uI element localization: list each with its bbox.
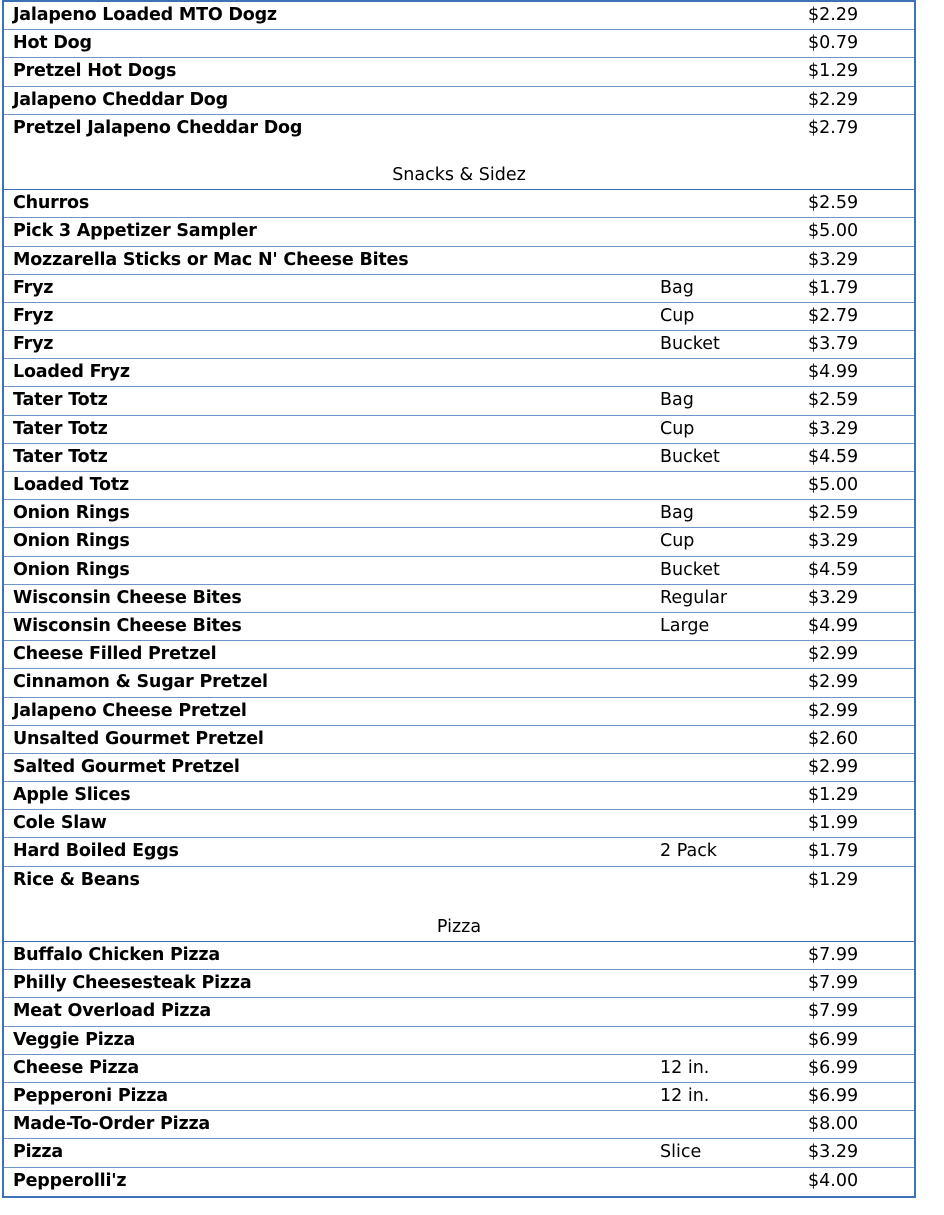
item-name: Rice & Beans (13, 869, 140, 890)
item-name: Tater Totz (13, 390, 108, 411)
item-price: $4.59 (808, 446, 859, 467)
item-price: $2.29 (808, 5, 859, 25)
item-name: Wisconsin Cheese Bites (13, 587, 242, 608)
menu-item-row (4, 669, 914, 697)
item-name: Pepperolli'z (13, 1170, 127, 1191)
item-price: $1.29 (808, 869, 859, 890)
item-name: Wisconsin Cheese Bites (13, 615, 242, 636)
menu-item-row (4, 500, 914, 528)
item-price: $5.00 (808, 221, 859, 242)
item-name: Pepperoni Pizza (13, 1085, 168, 1106)
menu-item-row (4, 87, 914, 115)
item-price: $4.59 (808, 559, 859, 580)
item-price: $1.99 (808, 813, 859, 834)
item-price: $2.99 (808, 672, 859, 693)
section-header (4, 162, 914, 190)
item-name: Loaded Totz (13, 475, 129, 495)
item-name: Made-To-Order Pizza (13, 1114, 211, 1135)
item-price: $2.79 (808, 305, 859, 326)
item-name: Cheese Pizza (13, 1057, 140, 1078)
item-name: Veggie Pizza (13, 1029, 136, 1050)
item-price: $7.99 (808, 945, 859, 965)
item-name: Churros (13, 193, 90, 214)
menu-item-row (4, 30, 914, 58)
menu-item-row (4, 1168, 914, 1196)
item-name: Onion Rings (13, 503, 130, 524)
menu-item-row (4, 613, 914, 641)
menu-item-row (4, 810, 914, 838)
item-name: Pretzel Hot Dogs (13, 61, 177, 82)
item-name: Onion Rings (13, 559, 130, 580)
item-price: $3.29 (808, 587, 859, 608)
item-size: Bucket (660, 446, 720, 467)
menu-item-row (4, 942, 914, 970)
item-name: Jalapeno Cheddar Dog (13, 89, 228, 110)
menu-item-row (4, 303, 914, 331)
menu-item-row (4, 998, 914, 1026)
menu-item-row (4, 1139, 914, 1167)
item-name: Onion Rings (13, 531, 130, 552)
menu-item-row (4, 1055, 914, 1083)
item-name: Apple Slices (13, 785, 131, 806)
item-price: $3.29 (808, 531, 859, 552)
menu-table (2, 0, 916, 1198)
item-price: $1.29 (808, 61, 859, 82)
item-price: $6.99 (808, 1057, 859, 1078)
menu-item-row (4, 698, 914, 726)
section-spacer (4, 143, 914, 162)
item-size: Regular (660, 587, 728, 608)
item-price: $2.99 (808, 700, 859, 721)
menu-item-row (4, 585, 914, 613)
menu-item-row (4, 641, 914, 669)
item-size: Bucket (660, 559, 720, 580)
item-name: Tater Totz (13, 418, 108, 439)
item-name: Unsalted Gourmet Pretzel (13, 728, 264, 749)
menu-item-row (4, 247, 914, 275)
item-name: Jalapeno Cheese Pretzel (13, 700, 247, 721)
item-size: Large (660, 615, 710, 636)
menu-item-row (4, 275, 914, 303)
item-price: $1.79 (808, 841, 859, 862)
item-price: $7.99 (808, 973, 859, 994)
item-name: Jalapeno Loaded MTO Dogz (13, 5, 277, 25)
item-price: $3.29 (808, 1142, 859, 1163)
item-size: Slice (660, 1142, 702, 1163)
item-price: $8.00 (808, 1114, 859, 1135)
item-size: 12 in. (660, 1085, 710, 1106)
item-name: Meat Overload Pizza (13, 1001, 211, 1022)
item-price: $2.59 (808, 193, 859, 214)
item-price: $2.29 (808, 89, 859, 110)
item-price: $4.00 (808, 1170, 859, 1191)
item-price: $4.99 (808, 362, 859, 383)
item-size: Cup (660, 305, 695, 326)
menu-item-row (4, 359, 914, 387)
item-size: Cup (660, 418, 695, 439)
menu-item-row (4, 472, 914, 500)
section-spacer (4, 895, 914, 914)
item-price: $6.99 (808, 1085, 859, 1106)
menu-item-row (4, 1027, 914, 1055)
menu-item-row (4, 444, 914, 472)
item-price: $5.00 (808, 475, 859, 495)
item-price: $7.99 (808, 1001, 859, 1022)
item-price: $6.99 (808, 1029, 859, 1050)
section-title: Snacks & Sidez (392, 164, 526, 185)
menu-item-row (4, 331, 914, 359)
item-name: Pretzel Jalapeno Cheddar Dog (13, 117, 303, 138)
item-size: Bag (660, 503, 694, 524)
item-name: Pick 3 Appetizer Sampler (13, 221, 257, 242)
item-name: Loaded Fryz (13, 362, 130, 383)
item-price: $2.99 (808, 756, 859, 777)
item-price: $2.60 (808, 728, 859, 749)
menu-item-row (4, 528, 914, 556)
item-name: Fryz (13, 334, 54, 355)
menu-item-row (4, 190, 914, 218)
item-price: $3.29 (808, 249, 859, 270)
item-name: Salted Gourmet Pretzel (13, 756, 240, 777)
item-price: $0.79 (808, 33, 859, 54)
menu-item-row (4, 970, 914, 998)
item-size: Bag (660, 277, 694, 298)
menu-item-row (4, 557, 914, 585)
item-size: 2 Pack (660, 841, 717, 862)
menu-item-row (4, 838, 914, 866)
item-price: $2.79 (808, 117, 859, 138)
item-size: 12 in. (660, 1057, 710, 1078)
item-size: Bucket (660, 334, 720, 355)
item-name: Buffalo Chicken Pizza (13, 945, 221, 965)
item-name: Fryz (13, 305, 54, 326)
menu-item-row (4, 218, 914, 246)
item-price: $2.99 (808, 644, 859, 665)
item-name: Hot Dog (13, 33, 92, 54)
menu-item-row (4, 1111, 914, 1139)
item-size: Bag (660, 390, 694, 411)
item-price: $4.99 (808, 615, 859, 636)
item-name: Cheese Filled Pretzel (13, 644, 217, 665)
item-name: Mozzarella Sticks or Mac N' Cheese Bites (13, 249, 409, 270)
item-price: $3.79 (808, 334, 859, 355)
section-title: Pizza (436, 916, 482, 937)
item-name: Hard Boiled Eggs (13, 841, 179, 862)
menu-item-row (4, 754, 914, 782)
item-name: Fryz (13, 277, 54, 298)
item-size: Cup (660, 531, 695, 552)
item-price: $1.29 (808, 785, 859, 806)
item-name: Cole Slaw (13, 813, 107, 834)
item-price: $3.29 (808, 418, 859, 439)
item-name: Cinnamon & Sugar Pretzel (13, 672, 268, 693)
menu-item-row (4, 726, 914, 754)
menu-item-row (4, 867, 914, 895)
menu-item-row (4, 115, 914, 143)
menu-item-row (4, 1083, 914, 1111)
item-price: $2.59 (808, 503, 859, 524)
item-name: Pizza (13, 1142, 64, 1163)
section-header (4, 914, 914, 942)
menu-item-row (4, 387, 914, 415)
item-name: Philly Cheesesteak Pizza (13, 973, 252, 994)
menu-item-row (4, 782, 914, 810)
item-price: $1.79 (808, 277, 859, 298)
menu-item-row (4, 58, 914, 86)
item-price: $2.59 (808, 390, 859, 411)
item-name: Tater Totz (13, 446, 108, 467)
menu-item-row (4, 2, 914, 30)
menu-item-row (4, 416, 914, 444)
